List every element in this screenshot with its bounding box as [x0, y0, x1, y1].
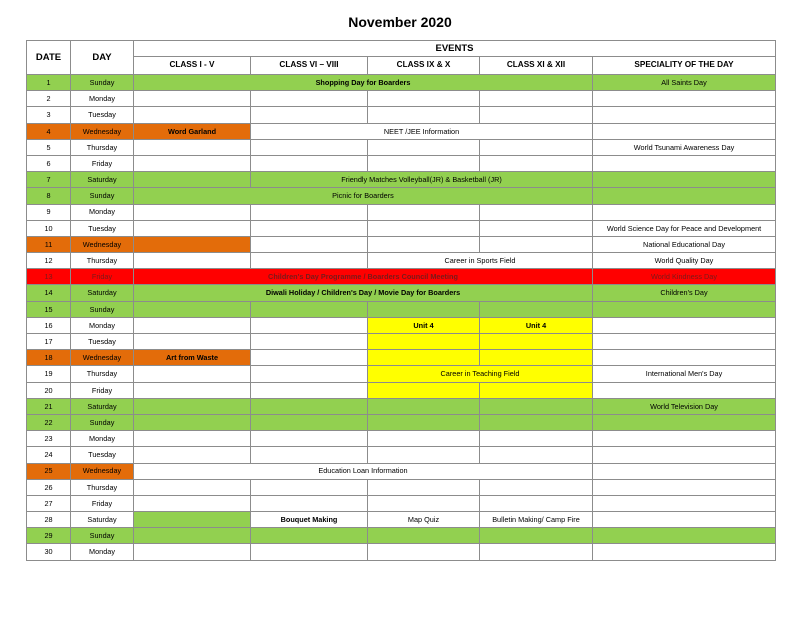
table-row — [27, 512, 776, 528]
date-cell: 2 — [27, 91, 71, 107]
day-cell: Sunday — [71, 528, 134, 544]
day-cell: Thursday — [71, 366, 134, 382]
day-cell: Monday — [71, 317, 134, 333]
speciality-cell: World Television Day — [593, 398, 776, 414]
event-cell: Shopping Day for Boarders — [134, 75, 593, 91]
table-row — [27, 301, 776, 317]
table-row — [27, 317, 776, 333]
day-cell: Sunday — [71, 301, 134, 317]
table-row — [27, 139, 776, 155]
calendar-table — [26, 40, 776, 561]
date-cell: 30 — [27, 544, 71, 560]
table-row — [27, 544, 776, 560]
event-cell: Friendly Matches Volleyball(JR) & Basketball (JR) — [251, 172, 593, 188]
event-cell: Diwali Holiday / Children's Day / Movie Day for Boarders — [134, 285, 593, 301]
date-cell: 28 — [27, 512, 71, 528]
table-row — [27, 479, 776, 495]
day-cell: Sunday — [71, 414, 134, 430]
speciality-cell: World Science Day for Peace and Development — [593, 220, 776, 236]
table-row — [27, 220, 776, 236]
speciality-cell: Children's Day — [593, 285, 776, 301]
date-cell: 9 — [27, 204, 71, 220]
date-cell: 22 — [27, 414, 71, 430]
day-cell: Friday — [71, 495, 134, 511]
event-cell: Art from Waste — [134, 350, 251, 366]
table-row — [27, 91, 776, 107]
day-cell: Wednesday — [71, 350, 134, 366]
date-cell: 27 — [27, 495, 71, 511]
day-cell: Wednesday — [71, 463, 134, 479]
day-header: DAY — [71, 41, 134, 75]
date-cell: 21 — [27, 398, 71, 414]
event-cell: Bouquet Making — [251, 512, 368, 528]
speciality-header: SPECIALITY OF THE DAY — [593, 57, 776, 75]
day-cell: Sunday — [71, 188, 134, 204]
date-cell: 25 — [27, 463, 71, 479]
class1-header: CLASS I - V — [134, 57, 251, 75]
day-cell: Tuesday — [71, 220, 134, 236]
table-row — [27, 123, 776, 139]
date-cell: 11 — [27, 236, 71, 252]
table-row — [27, 334, 776, 350]
day-cell: Friday — [71, 382, 134, 398]
day-cell: Sunday — [71, 75, 134, 91]
table-row — [27, 447, 776, 463]
page-title: November 2020 — [348, 14, 452, 30]
table-row — [27, 172, 776, 188]
event-cell: Word Garland — [134, 123, 251, 139]
speciality-cell: All Saints Day — [593, 75, 776, 91]
date-cell: 20 — [27, 382, 71, 398]
day-cell: Tuesday — [71, 107, 134, 123]
table-row — [27, 155, 776, 171]
date-cell: 12 — [27, 253, 71, 269]
event-cell: Career in Teaching Field — [368, 366, 593, 382]
speciality-cell: International Men's Day — [593, 366, 776, 382]
table-row — [27, 350, 776, 366]
day-cell: Friday — [71, 269, 134, 285]
date-cell: 18 — [27, 350, 71, 366]
date-cell: 7 — [27, 172, 71, 188]
speciality-cell: National Educational Day — [593, 236, 776, 252]
table-row — [27, 463, 776, 479]
speciality-cell: World Tsunami Awareness Day — [593, 139, 776, 155]
table-row — [27, 382, 776, 398]
date-cell: 26 — [27, 479, 71, 495]
date-cell: 17 — [27, 334, 71, 350]
day-cell: Friday — [71, 155, 134, 171]
date-cell: 24 — [27, 447, 71, 463]
day-cell: Monday — [71, 544, 134, 560]
table-row — [27, 366, 776, 382]
event-cell: Bulletin Making/ Camp Fire — [480, 512, 593, 528]
day-cell: Tuesday — [71, 334, 134, 350]
class6-header: CLASS VI – VIII — [251, 57, 368, 75]
table-row — [27, 236, 776, 252]
table-row — [27, 414, 776, 430]
class11-header: CLASS XI & XII — [480, 57, 593, 75]
event-cell: NEET /JEE Information — [251, 123, 593, 139]
date-cell: 15 — [27, 301, 71, 317]
day-cell: Thursday — [71, 253, 134, 269]
event-cell: Unit 4 — [480, 317, 593, 333]
day-cell: Tuesday — [71, 447, 134, 463]
speciality-cell: World Kindness Day — [593, 269, 776, 285]
day-cell: Saturday — [71, 172, 134, 188]
day-cell: Saturday — [71, 285, 134, 301]
class9-header: CLASS IX & X — [368, 57, 480, 75]
table-row — [27, 253, 776, 269]
date-cell: 8 — [27, 188, 71, 204]
event-cell: Picnic for Boarders — [134, 188, 593, 204]
date-header: DATE — [27, 41, 71, 75]
date-cell: 10 — [27, 220, 71, 236]
date-cell: 13 — [27, 269, 71, 285]
table-row — [27, 107, 776, 123]
table-row — [27, 269, 776, 285]
event-cell: Unit 4 — [368, 317, 480, 333]
table-row — [27, 204, 776, 220]
table-row — [27, 528, 776, 544]
date-cell: 14 — [27, 285, 71, 301]
table-row — [27, 398, 776, 414]
table-row — [27, 285, 776, 301]
day-cell: Wednesday — [71, 236, 134, 252]
table-row — [27, 75, 776, 91]
day-cell: Monday — [71, 204, 134, 220]
day-cell: Saturday — [71, 512, 134, 528]
day-cell: Wednesday — [71, 123, 134, 139]
date-cell: 3 — [27, 107, 71, 123]
date-cell: 1 — [27, 75, 71, 91]
event-cell: Education Loan Information — [134, 463, 593, 479]
day-cell: Thursday — [71, 479, 134, 495]
date-cell: 6 — [27, 155, 71, 171]
day-cell: Monday — [71, 91, 134, 107]
date-cell: 16 — [27, 317, 71, 333]
table-row — [27, 188, 776, 204]
date-cell: 23 — [27, 431, 71, 447]
event-cell: Career in Sports Field — [368, 253, 593, 269]
event-cell: Map Quiz — [368, 512, 480, 528]
day-cell: Saturday — [71, 398, 134, 414]
day-cell: Thursday — [71, 139, 134, 155]
event-cell: Children's Day Programme / Boarders Council Meeting — [134, 269, 593, 285]
date-cell: 29 — [27, 528, 71, 544]
date-cell: 4 — [27, 123, 71, 139]
events-header: EVENTS — [134, 41, 776, 57]
day-cell: Monday — [71, 431, 134, 447]
speciality-cell: World Quality Day — [593, 253, 776, 269]
date-cell: 5 — [27, 139, 71, 155]
table-row — [27, 495, 776, 511]
date-cell: 19 — [27, 366, 71, 382]
table-row — [27, 431, 776, 447]
